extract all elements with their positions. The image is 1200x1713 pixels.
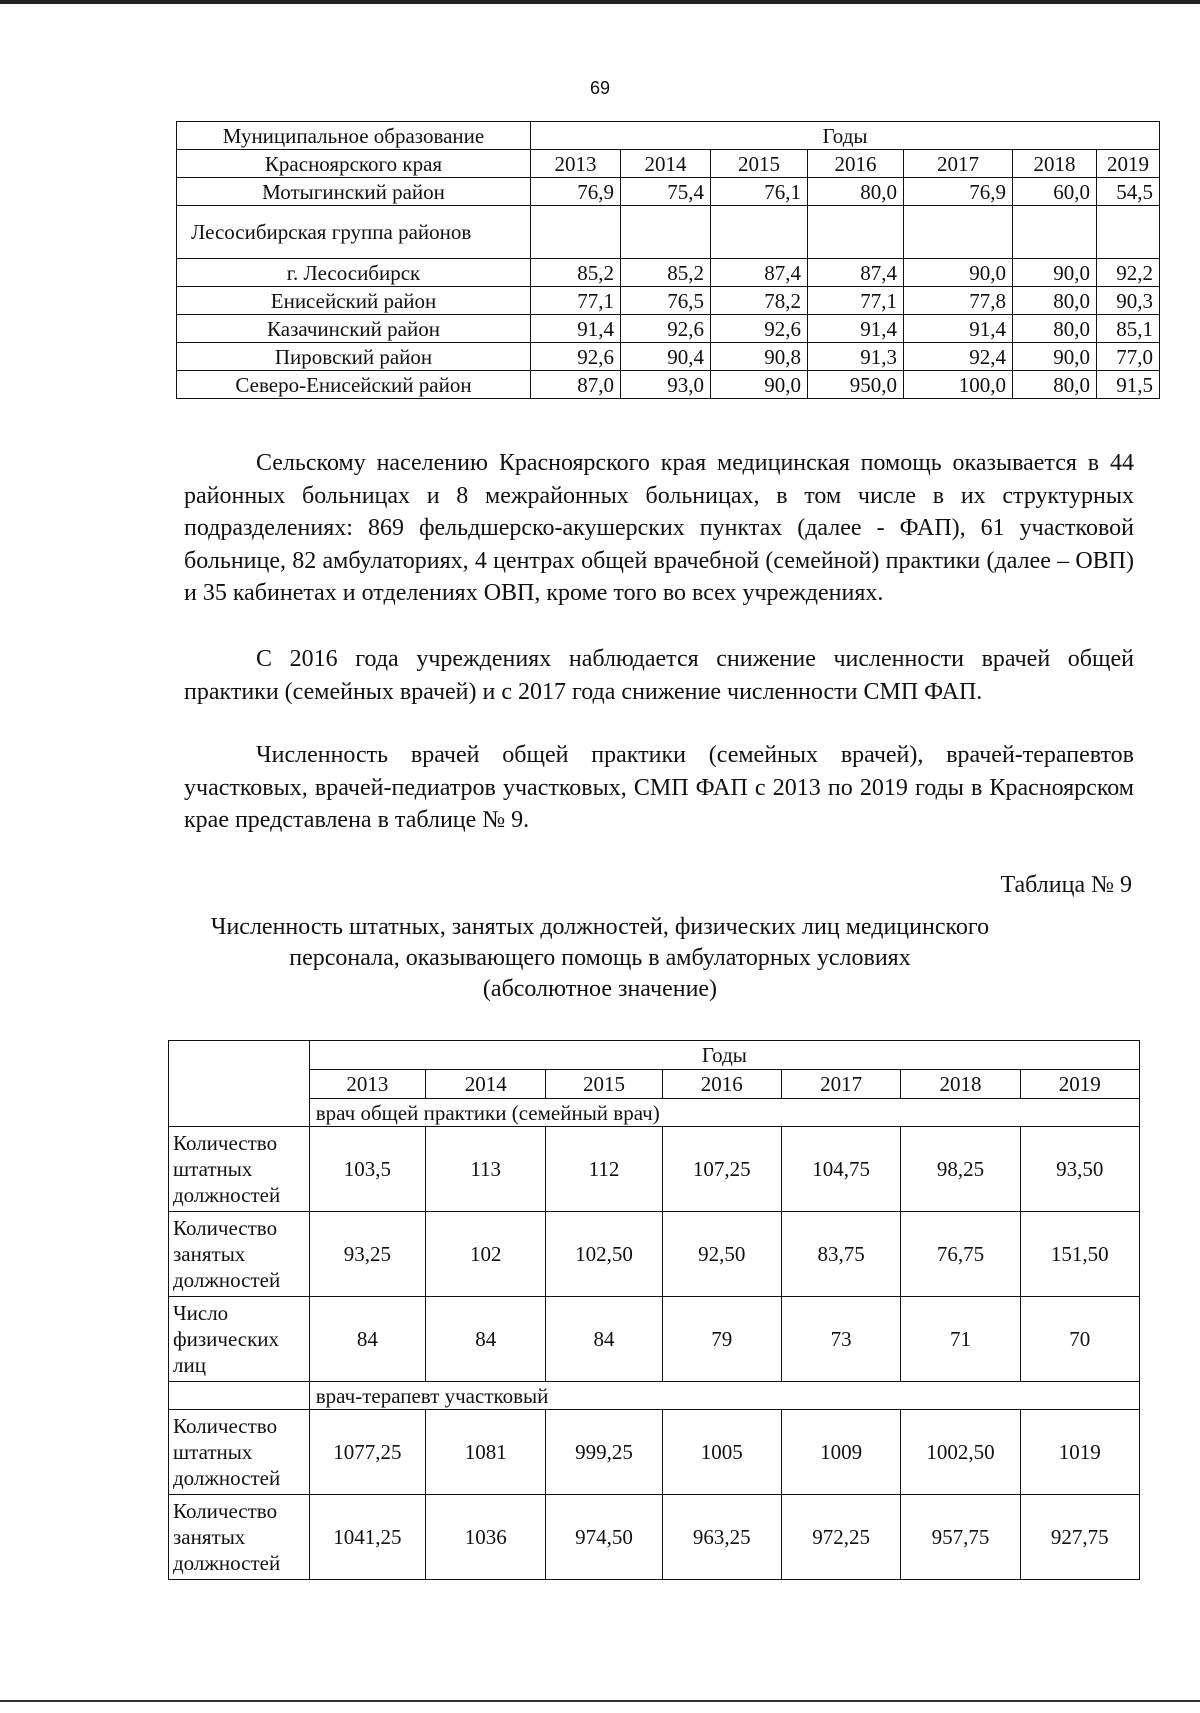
table2-cell: 107,25 xyxy=(662,1127,781,1212)
table1-cell: 100,0 xyxy=(904,371,1013,399)
table2-cell: 84 xyxy=(546,1297,662,1382)
table1-cell: 90,0 xyxy=(711,371,808,399)
paragraph-rural-care: Сельскому населению Красноярского края медицинская помощь оказывается в 44 районных больницах и 8 межрайонных больницах, в том числе в их структурных подразделениях: 869 фельдшерско-акушерских пунктах (далее - ФАП), 61 участковой больнице, 82 амбулаториях, 4 центрах общей врачебной (семейной) практики (далее – ОВП) и 35 кабинетах и отделениях ОВП, кроме того во всех учреждениях. xyxy=(184,450,1134,606)
table2-cell: 76,75 xyxy=(901,1212,1020,1297)
table1-cell: 77,0 xyxy=(1097,343,1160,371)
table1-cell: 90,0 xyxy=(1013,259,1097,287)
table2-cell: 1002,50 xyxy=(901,1410,1020,1495)
table2-cell: 103,5 xyxy=(309,1127,425,1212)
table2-cell: 1081 xyxy=(426,1410,546,1495)
table2-year: 2018 xyxy=(901,1070,1020,1099)
table2-cell: 84 xyxy=(309,1297,425,1382)
table1-cell: 60,0 xyxy=(1013,178,1097,206)
table1-cell: 85,2 xyxy=(621,259,711,287)
table1-cell: 92,2 xyxy=(1097,259,1160,287)
table2-cell: 999,25 xyxy=(546,1410,662,1495)
table2-corner-cell xyxy=(169,1041,310,1127)
table1-cell: 80,0 xyxy=(1013,315,1097,343)
table2-cell: 974,50 xyxy=(546,1495,662,1580)
table1-row-pirovsky xyxy=(177,343,1160,371)
table1-cell: 90,0 xyxy=(1013,343,1097,371)
table-title-line: Численность штатных, занятых должностей, физических лиц медицинского xyxy=(210,914,990,940)
table1-empty-cell xyxy=(1097,206,1160,259)
table1-header-years: Годы xyxy=(531,122,1160,150)
table1-year: 2013 xyxy=(531,150,621,178)
table2-cell: 972,25 xyxy=(781,1495,900,1580)
table1-cell: 93,0 xyxy=(621,371,711,399)
table1-row-name: Мотыгинский район xyxy=(177,178,531,206)
table2-section-title: врач-терапевт участковый xyxy=(309,1382,1139,1410)
table2-cell: 1019 xyxy=(1020,1410,1139,1495)
table2-row xyxy=(169,1212,1140,1297)
table1-cell: 76,9 xyxy=(904,178,1013,206)
table2-cell: 957,75 xyxy=(901,1495,1020,1580)
table1-cell: 77,1 xyxy=(808,287,904,315)
table2-cell: 927,75 xyxy=(1020,1495,1139,1580)
table2-cell: 102,50 xyxy=(546,1212,662,1297)
table2-cell: 1036 xyxy=(426,1495,546,1580)
table2-cell: 1009 xyxy=(781,1410,900,1495)
table1-row-lesosibirsk xyxy=(177,259,1160,287)
table1-cell: 90,3 xyxy=(1097,287,1160,315)
table2-row xyxy=(169,1495,1140,1580)
table1-cell: 950,0 xyxy=(808,371,904,399)
table2-year: 2017 xyxy=(781,1070,900,1099)
table2-header-row-2 xyxy=(169,1070,1140,1099)
table2-cell: 93,25 xyxy=(309,1212,425,1297)
paragraph-staffing-intro: Численность врачей общей практики (семейных врачей), врачей-терапевтов участковых, врачей-педиатров участковых, СМП ФАП с 2013 по 2019 годы в Красноярском крае представлена в таблице № 9. xyxy=(184,742,1134,833)
table1-cell: 90,0 xyxy=(904,259,1013,287)
table1-cell: 87,4 xyxy=(808,259,904,287)
table-number-label: Таблица № 9 xyxy=(1000,872,1132,898)
table2-cell: 1041,25 xyxy=(309,1495,425,1580)
table2-year: 2015 xyxy=(546,1070,662,1099)
table2-section-row xyxy=(169,1099,1140,1127)
table1-cell: 77,1 xyxy=(531,287,621,315)
table1-empty-cell xyxy=(808,206,904,259)
page-number: 69 xyxy=(589,78,611,98)
table2-cell: 104,75 xyxy=(781,1127,900,1212)
table1-row-motyginsky xyxy=(177,178,1160,206)
table2-year: 2016 xyxy=(662,1070,781,1099)
table1-empty-cell xyxy=(711,206,808,259)
table1-year: 2019 xyxy=(1097,150,1160,178)
table2-row-label: Количество штатных должностей xyxy=(169,1127,310,1212)
table1-cell: 91,4 xyxy=(904,315,1013,343)
table1-cell: 78,2 xyxy=(711,287,808,315)
table1-header-municipality-line1: Муниципальное образование xyxy=(177,122,531,150)
table1-header-row-1 xyxy=(177,122,1160,150)
table2-cell: 92,50 xyxy=(662,1212,781,1297)
table1-cell: 91,5 xyxy=(1097,371,1160,399)
district-percent-table xyxy=(176,121,1160,399)
table1-row-name: Северо-Енисейский район xyxy=(177,371,531,399)
table1-year: 2017 xyxy=(904,150,1013,178)
table2-row xyxy=(169,1297,1140,1382)
table2-cell: 112 xyxy=(546,1127,662,1212)
table2-row xyxy=(169,1127,1140,1212)
table-title-line: персонала, оказывающего помощь в амбулаторных условиях xyxy=(289,945,911,971)
table1-cell: 90,4 xyxy=(621,343,711,371)
table1-empty-cell xyxy=(621,206,711,259)
table1-cell: 92,6 xyxy=(621,315,711,343)
table1-row-name: Казачинский район xyxy=(177,315,531,343)
table-title-line: (абсолютное значение) xyxy=(482,976,718,1002)
table2-header-years: Годы xyxy=(309,1041,1139,1070)
table1-cell: 91,4 xyxy=(808,315,904,343)
table1-cell: 77,8 xyxy=(904,287,1013,315)
table-title xyxy=(0,912,1200,1005)
table1-cell: 90,8 xyxy=(711,343,808,371)
table1-row-name: Енисейский район xyxy=(177,287,531,315)
table2-cell: 73 xyxy=(781,1297,900,1382)
table2-row-label: Количество занятых должностей xyxy=(169,1212,310,1297)
table1-year: 2014 xyxy=(621,150,711,178)
table2-cell: 102 xyxy=(426,1212,546,1297)
table1-cell: 92,6 xyxy=(711,315,808,343)
table1-row-severo-yeniseisky xyxy=(177,371,1160,399)
table2-row-label: Количество штатных должностей xyxy=(169,1410,310,1495)
table1-cell: 76,1 xyxy=(711,178,808,206)
table1-cell: 85,2 xyxy=(531,259,621,287)
table2-section-row xyxy=(169,1382,1140,1410)
staffing-table xyxy=(168,1040,1140,1580)
table1-header-row-2 xyxy=(177,150,1160,178)
table2-cell: 1077,25 xyxy=(309,1410,425,1495)
table1-row-yeniseisky xyxy=(177,287,1160,315)
table1-empty-cell xyxy=(531,206,621,259)
scan-bottom-edge xyxy=(0,1700,1200,1702)
table1-group-label: Лесосибирская группа районов xyxy=(177,206,531,259)
table1-cell: 91,4 xyxy=(531,315,621,343)
table2-year: 2019 xyxy=(1020,1070,1139,1099)
table1-header-municipality-line2: Красноярского края xyxy=(177,150,531,178)
table1-row-kazachinsky xyxy=(177,315,1160,343)
table2-cell: 963,25 xyxy=(662,1495,781,1580)
table2-cell: 98,25 xyxy=(901,1127,1020,1212)
table1-cell: 91,3 xyxy=(808,343,904,371)
table1-cell: 75,4 xyxy=(621,178,711,206)
table1-cell: 92,4 xyxy=(904,343,1013,371)
table2-year: 2013 xyxy=(309,1070,425,1099)
table1-row-name: г. Лесосибирск xyxy=(177,259,531,287)
table2-row-label: Количество занятых должностей xyxy=(169,1495,310,1580)
paragraph-decline: С 2016 года учреждениях наблюдается снижение численности врачей общей практики (семейных врачей) и с 2017 года снижение численности СМП ФАП. xyxy=(184,646,1134,705)
table2-year: 2014 xyxy=(426,1070,546,1099)
table1-cell: 80,0 xyxy=(1013,287,1097,315)
table2-cell: 93,50 xyxy=(1020,1127,1139,1212)
table1-cell: 87,0 xyxy=(531,371,621,399)
table1-year: 2016 xyxy=(808,150,904,178)
table1-year: 2015 xyxy=(711,150,808,178)
table1-empty-cell xyxy=(904,206,1013,259)
table1-cell: 54,5 xyxy=(1097,178,1160,206)
table1-group-row xyxy=(177,206,1160,259)
table1-row-name: Пировский район xyxy=(177,343,531,371)
table1-cell: 85,1 xyxy=(1097,315,1160,343)
table2-section-title: врач общей практики (семейный врач) xyxy=(309,1099,1139,1127)
table1-cell: 87,4 xyxy=(711,259,808,287)
table1-cell: 76,9 xyxy=(531,178,621,206)
table2-row-label: Число физических лиц xyxy=(169,1297,310,1382)
table2-cell: 70 xyxy=(1020,1297,1139,1382)
table2-header-row-1 xyxy=(169,1041,1140,1070)
table2-cell: 113 xyxy=(426,1127,546,1212)
table1-cell: 92,6 xyxy=(531,343,621,371)
table1-cell: 80,0 xyxy=(1013,371,1097,399)
table2-cell: 71 xyxy=(901,1297,1020,1382)
table2-cell: 84 xyxy=(426,1297,546,1382)
table2-cell: 83,75 xyxy=(781,1212,900,1297)
table1-year: 2018 xyxy=(1013,150,1097,178)
table2-row xyxy=(169,1410,1140,1495)
table1-cell: 76,5 xyxy=(621,287,711,315)
table2-cell: 1005 xyxy=(662,1410,781,1495)
table2-cell: 79 xyxy=(662,1297,781,1382)
table2-cell: 151,50 xyxy=(1020,1212,1139,1297)
scan-top-edge xyxy=(0,0,1200,4)
table1-empty-cell xyxy=(1013,206,1097,259)
table1-cell: 80,0 xyxy=(808,178,904,206)
table2-section-gap-cell xyxy=(169,1382,310,1410)
